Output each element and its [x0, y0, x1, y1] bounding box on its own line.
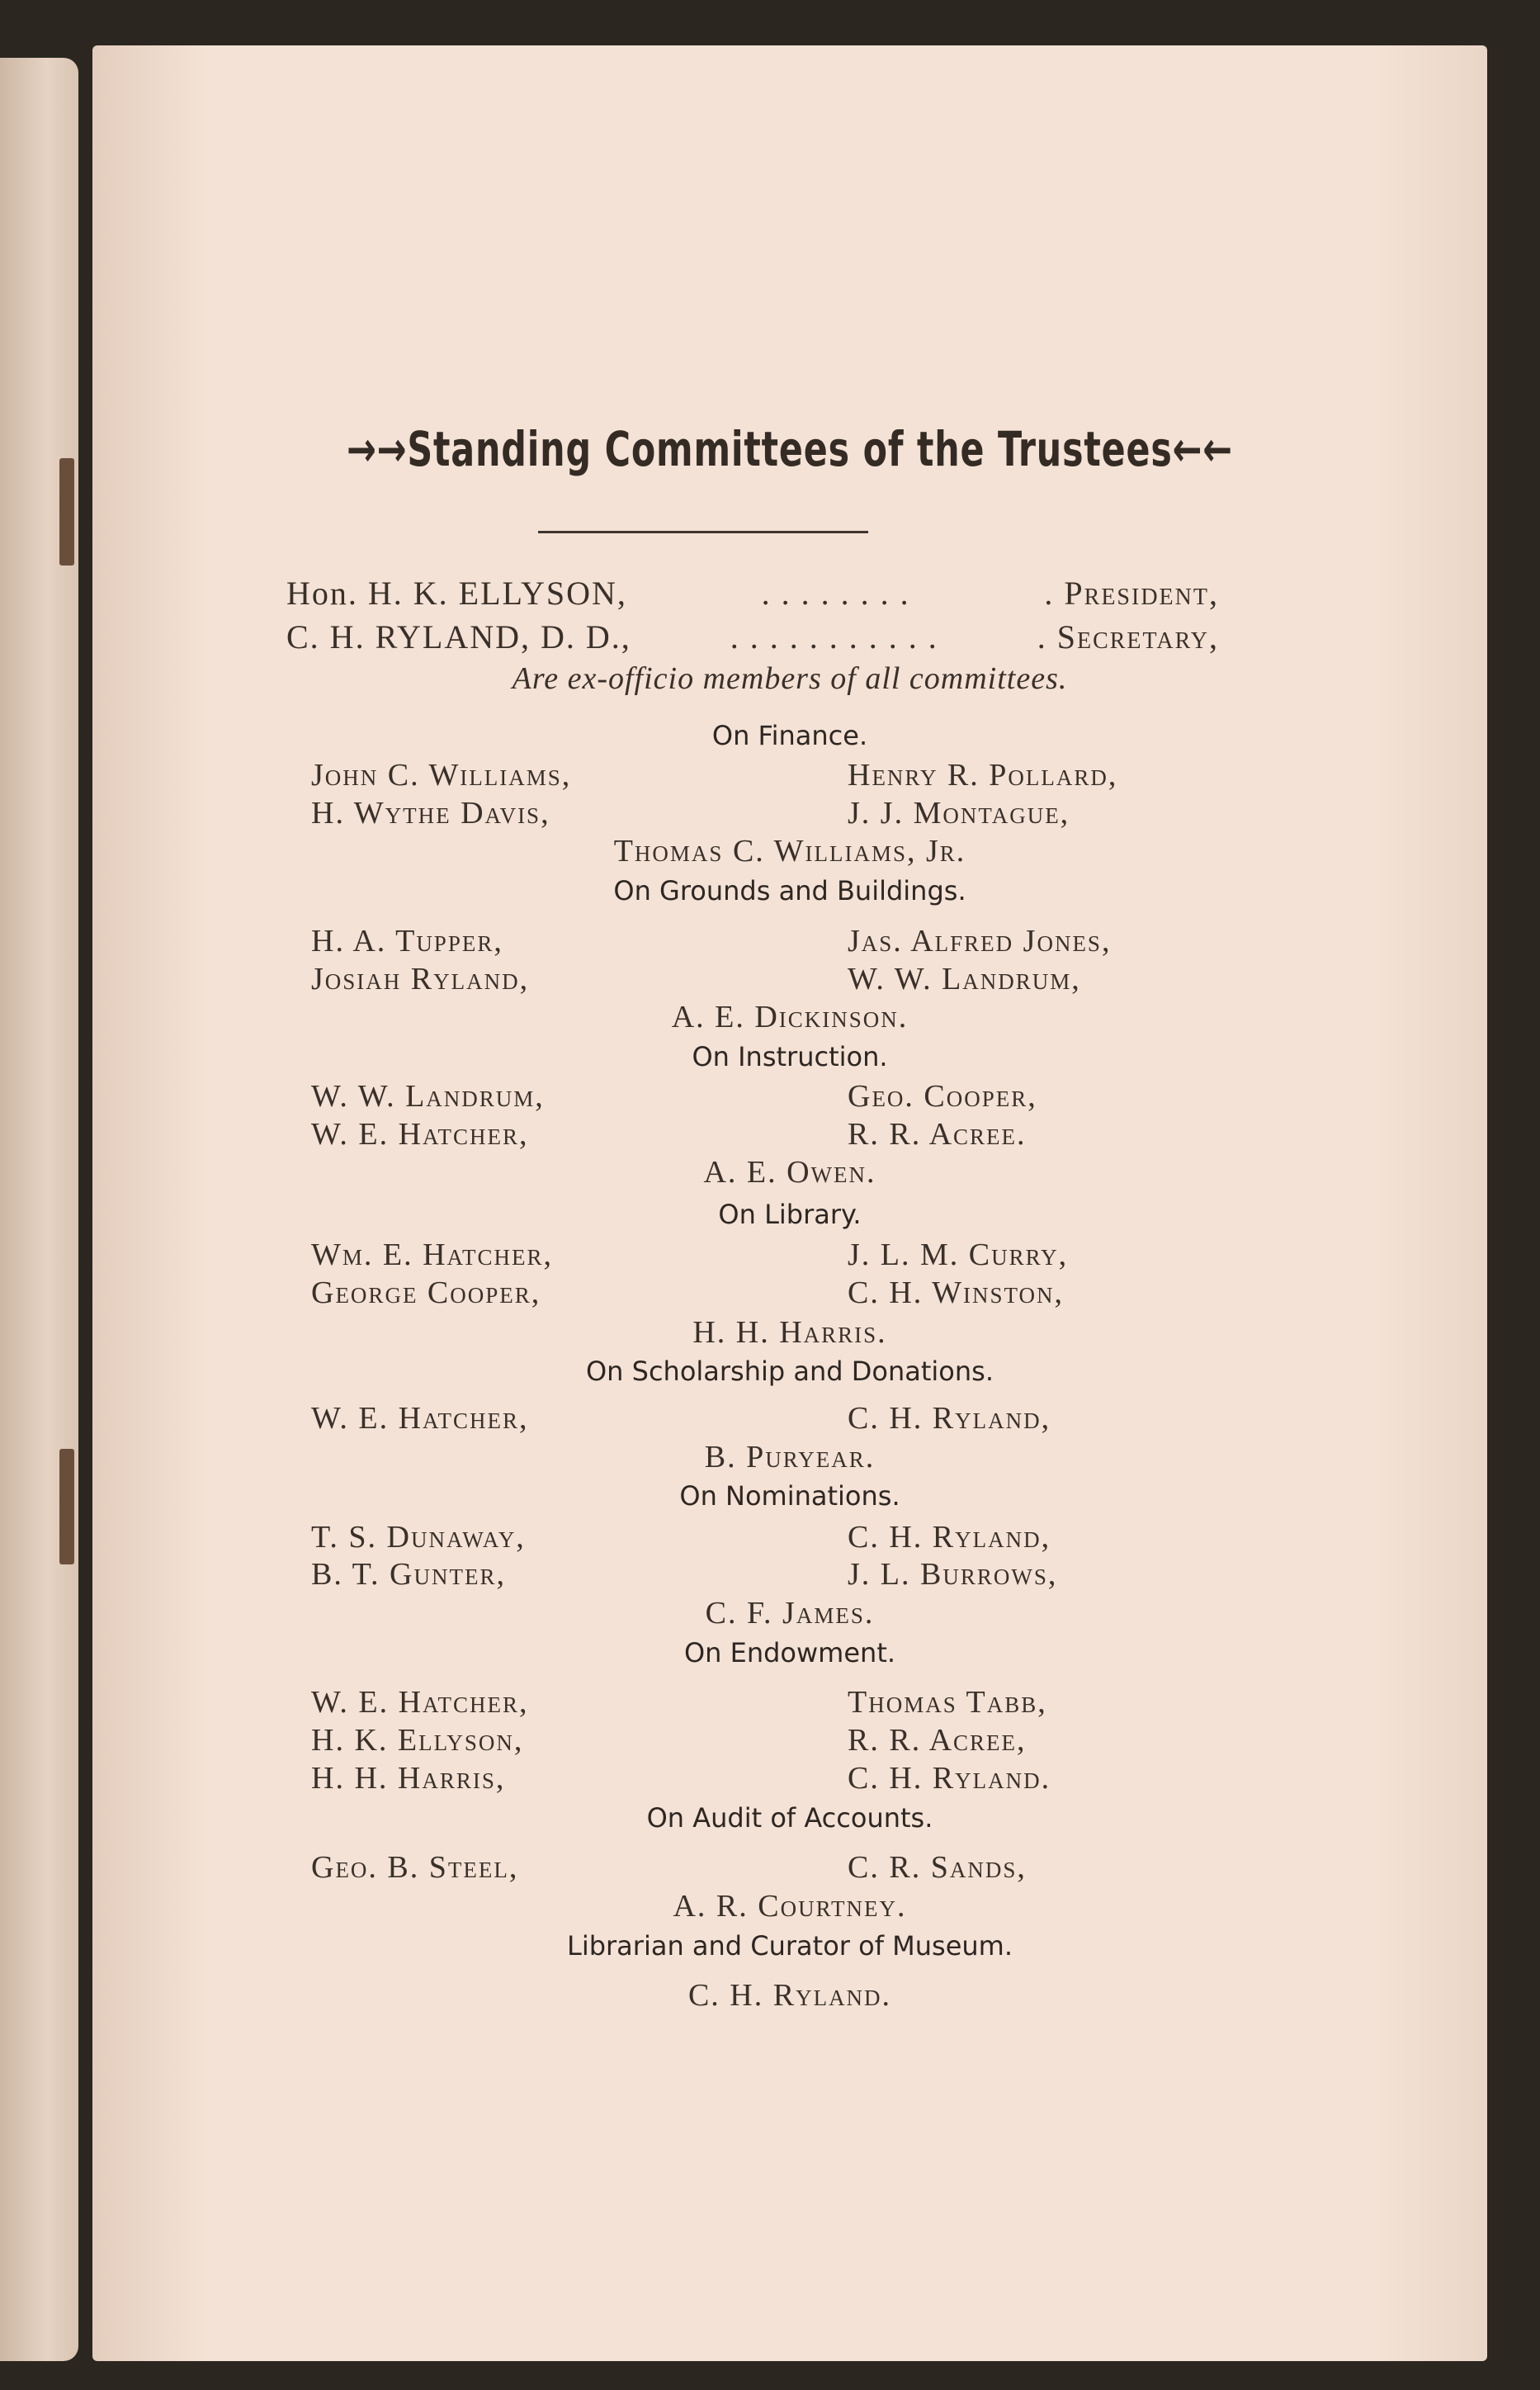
officer-row-secretary — [286, 618, 1219, 656]
member-name: W. W. Landrum, — [848, 962, 1081, 996]
committee-title-library: On Library. — [718, 1199, 862, 1230]
member-name: H. H. Harris. — [692, 1315, 887, 1350]
member-name: B. T. Gunter, — [311, 1557, 506, 1592]
committee-title-instruction: On Instruction. — [692, 1041, 888, 1072]
member-name: Geo. B. Steel, — [311, 1850, 519, 1885]
officer-leader: . . . . . . . . — [761, 575, 910, 612]
member-name: W. W. Landrum, — [311, 1079, 545, 1114]
member-name: Thomas C. Williams, Jr. — [613, 834, 966, 868]
committee-title-grounds: On Grounds and Buildings. — [613, 875, 966, 906]
officer-name: C. H. RYLAND, D. D., — [286, 618, 631, 655]
committee-title-nominations: On Nominations. — [679, 1480, 900, 1512]
member-name: C. H. Winston, — [848, 1275, 1064, 1310]
member-name: C. H. Ryland, — [848, 1401, 1051, 1436]
document-page — [92, 45, 1487, 2361]
binding-staple-bottom — [59, 1449, 74, 1564]
member-name: J. L. M. Curry, — [848, 1238, 1069, 1272]
title-ornament-left: →→ — [347, 421, 408, 477]
member-name: C. H. Ryland. — [848, 1761, 1051, 1796]
member-name: H. Wythe Davis, — [311, 796, 550, 831]
officer-leader: . . . . . . . . . . . — [730, 618, 938, 655]
committee-title-librarian: Librarian and Curator of Museum. — [566, 1930, 1013, 1962]
member-name: R. R. Acree. — [848, 1117, 1027, 1152]
binding-staple-top — [59, 458, 74, 566]
member-name: A. E. Owen. — [703, 1155, 876, 1190]
member-name: W. E. Hatcher, — [311, 1401, 529, 1436]
member-name: T. S. Dunaway, — [311, 1520, 526, 1555]
member-name: C. H. Ryland, — [848, 1520, 1051, 1555]
member-name: John C. Williams, — [311, 758, 572, 793]
officer-role: . Secretary, — [1037, 618, 1219, 655]
member-name: H. H. Harris, — [311, 1761, 506, 1796]
officer-role: . President, — [1044, 575, 1219, 612]
member-name: J. L. Burrows, — [848, 1557, 1058, 1592]
member-name: A. R. Courtney. — [673, 1889, 907, 1924]
member-name: C. H. Ryland. — [687, 1978, 892, 2013]
member-name: Henry R. Pollard, — [848, 758, 1118, 793]
committee-title-finance: On Finance. — [711, 720, 868, 751]
title-divider — [538, 531, 868, 533]
member-name: C. F. James. — [705, 1596, 875, 1630]
member-name: Wm. E. Hatcher, — [311, 1238, 554, 1272]
member-name: W. E. Hatcher, — [311, 1685, 529, 1720]
member-name: Geo. Cooper, — [848, 1079, 1037, 1114]
committee-title-endowment: On Endowment. — [683, 1637, 896, 1668]
ex-officio-note: Are ex-officio members of all committees. — [512, 661, 1068, 696]
member-name: Josiah Ryland, — [311, 962, 530, 996]
member-name: B. Puryear. — [704, 1440, 876, 1474]
member-name: Thomas Tabb, — [848, 1685, 1047, 1720]
title-ornament-right: ←← — [1172, 421, 1233, 477]
member-name: H. A. Tupper, — [311, 924, 503, 958]
member-name: R. R. Acree, — [848, 1723, 1027, 1758]
member-name: H. K. Ellyson, — [311, 1723, 524, 1758]
member-name: C. R. Sands, — [848, 1850, 1027, 1885]
committee-title-audit: On Audit of Accounts. — [646, 1802, 933, 1834]
committee-title-scholarship: On Scholarship and Donations. — [585, 1356, 994, 1387]
officer-name: Hon. H. K. ELLYSON, — [286, 575, 627, 612]
member-name: George Cooper, — [311, 1275, 541, 1310]
title-text: Standing Committees of the Trustees — [407, 421, 1173, 477]
member-name: A. E. Dickinson. — [671, 1000, 909, 1034]
member-name: W. E. Hatcher, — [311, 1117, 529, 1152]
page-title — [218, 421, 1362, 477]
member-name: J. J. Montague, — [848, 796, 1070, 831]
member-name: Jas. Alfred Jones, — [848, 924, 1112, 958]
officer-row-president — [286, 574, 1219, 613]
facing-page-edge — [0, 58, 78, 2361]
